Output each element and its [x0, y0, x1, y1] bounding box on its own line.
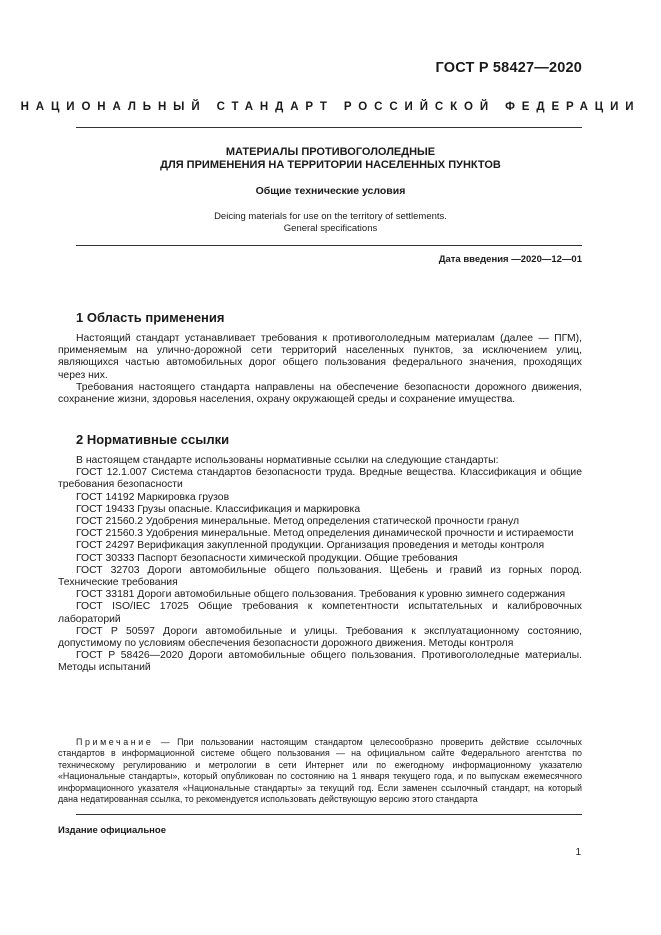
document-title [0, 146, 661, 172]
reference-item: ГОСТ 30333 Паспорт безопасности химической продукции. Общие требования [76, 552, 458, 564]
english-title-line-1: Deicing materials for use on the territory of settlements. [214, 211, 447, 222]
reference-item: ГОСТ ISO/IEC 17025 Общие требования к компетентности испытательных и калибровочных лабораторий [58, 601, 582, 625]
reference-item: ГОСТ 19433 Грузы опасные. Классификация и маркировка [76, 503, 361, 515]
reference-item: ГОСТ 14192 Маркировка грузов [76, 491, 230, 503]
english-title-line-2: General specifications [283, 223, 378, 234]
reference-note [58, 737, 582, 805]
english-title [0, 211, 661, 235]
reference-item: ГОСТ Р 50597 Дороги автомобильные и улицы. Требования к эксплуатационному состоянию, допустимому по условиям обеспечения безопасности дорожного движения. Методы контроля [58, 625, 582, 650]
document-subtitle: Общие технические условия [255, 185, 406, 197]
footer-divider [76, 814, 582, 815]
reference-item: ГОСТ Р 58426—2020 Дороги автомобильные общего пользования. Противогололедные материалы. Методы испытаний [58, 650, 582, 674]
national-standard-banner: НАЦИОНАЛЬНЫЙ СТАНДАРТ РОССИЙСКОЙ ФЕДЕРАЦИИ [20, 101, 641, 113]
gost-number: ГОСТ Р 58427—2020 [435, 60, 582, 76]
reference-item: ГОСТ 21560.2 Удобрения минеральные. Метод определения статической прочности гранул [76, 516, 520, 528]
section-1-heading: 1 Область применения [76, 310, 225, 325]
section-1-body [58, 333, 582, 406]
section-1-paragraph: Настоящий стандарт устанавливает требования к противогололедным материалам (далее — ПГМ), применяемым на улично-дорожной сети территорий населенных пунктов, за исключением улиц, являющихся частью автомобильных дорог общего пользования федерального значения, проходящих через них. [58, 333, 582, 381]
official-edition-label: Издание официальное [58, 825, 166, 836]
section-2-heading: 2 Нормативные ссылки [76, 432, 230, 447]
title-divider [76, 245, 582, 246]
reference-item: ГОСТ 24297 Верификация закупленной продукции. Организация проведения и методы контроля [76, 540, 545, 552]
references-intro: В настоящем стандарте использованы нормативные ссылки на следующие стандарты: [76, 455, 499, 466]
reference-item: ГОСТ 12.1.007 Система стандартов безопасности труда. Вредные вещества. Классификация и общие требования безопасности [58, 467, 582, 491]
title-line-1: МАТЕРИАЛЫ ПРОТИВОГОЛОЛЕДНЫЕ [225, 146, 436, 158]
title-line-2: ДЛЯ ПРИМЕНЕНИЯ НА ТЕРРИТОРИИ НАСЕЛЕННЫХ ПУНКТОВ [160, 159, 501, 171]
reference-item: ГОСТ 32703 Дороги автомобильные общего пользования. Щебень и гравий из горных пород. Технические требования [58, 564, 582, 589]
section-1-paragraph: Требования настоящего стандарта направлены на обеспечение безопасности дорожного движения, сохранение жизни, здоровья населения, охрану окружающей среды и сохранение имущества. [58, 381, 582, 406]
section-2-body [58, 455, 582, 675]
introduction-date: Дата введения —2020—12—01 [438, 254, 582, 265]
note-label: Примечание [76, 737, 154, 747]
reference-item: ГОСТ 21560.3 Удобрения минеральные. Метод определения динамической прочности и истираемости [76, 528, 574, 540]
note-text: — При пользовании настоящим стандартом целесообразно проверить действие ссылочных стандартов в информационной системе общего пользования — на официальном сайте Федерального агентства по техническому регулированию и метрологии в сети Интернет или по ежегодному информационному указателю «Национальные стандарты», который опубликован по состоянию на 1 января текущего года, и по выпускам ежемесячного информационного указателя «Национальные стандарты» за текущий год. Если заменен ссылочный стандарт, на который дана недатированная ссылка, то рекомендуется использовать действующую версию этого стандарта [58, 737, 582, 805]
page-number: 1 [575, 847, 581, 858]
header-divider [76, 127, 582, 128]
reference-item: ГОСТ 33181 Дороги автомобильные общего пользования. Требования к уровню зимнего содержания [76, 589, 566, 601]
